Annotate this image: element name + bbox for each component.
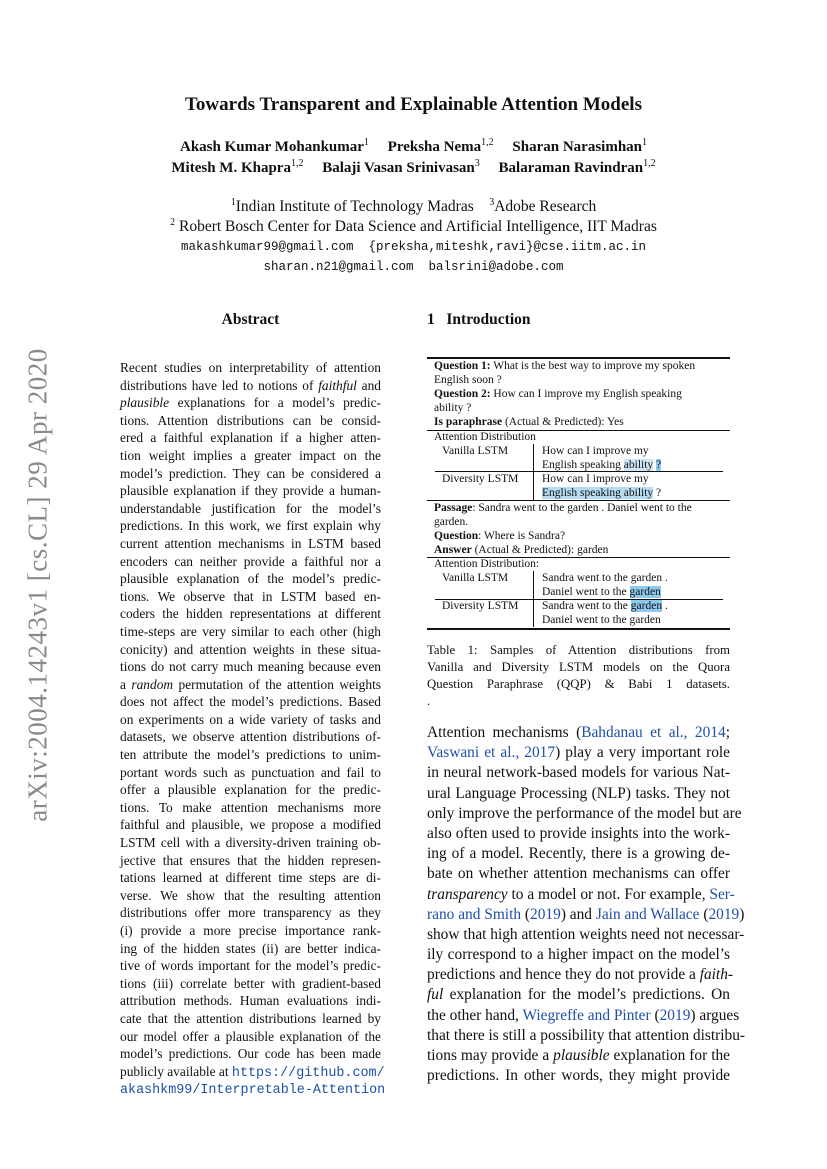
author-sup: 1 (363, 137, 369, 148)
table-bottom-rule (427, 628, 730, 630)
author-sup: 1,2 (643, 158, 656, 169)
text-line: tion weight implies a greater impact on the (120, 447, 381, 463)
qqp-vanilla-line2: English speaking ability ? (542, 459, 662, 471)
text-line: ural Language Processing (NLP) tasks. They not (427, 784, 730, 802)
text-line: tions. We observe that in LSTM based en- (120, 588, 381, 604)
table-attn-dist: Attention Distribution (434, 431, 536, 443)
aff-sup: 3 (489, 197, 495, 208)
author-name: Sharan Narasimhan (512, 139, 642, 155)
email-line-2: sharan.n21@gmail.com balsrini@adobe.com (263, 260, 564, 274)
email-line-1: makashkumar99@gmail.com {preksha,miteshk,ravi}@cse.iitm.ac.in (180, 240, 647, 254)
text-line: ten attribute the model’s predictions to unim- (120, 747, 381, 763)
text-line: transparency to a model or not. For example, Ser- (427, 885, 735, 903)
qqp-diversity-line2: English speaking ability ? (542, 487, 662, 499)
author-name: Mitesh M. Khapra (171, 160, 291, 176)
text-line: faithful and plausible, we propose a modified (120, 817, 381, 833)
text-line: predictions. In other words, they might provide (427, 1067, 730, 1085)
aff-sup: 1 (230, 197, 236, 208)
text-line: . (427, 694, 431, 708)
text-line: also often used to provide insights into the work- (427, 824, 730, 842)
text-line: encoders can neither provide a faithful nor a (120, 553, 381, 569)
babi-vanilla-line2: Daniel went to the garden (542, 586, 661, 598)
author-name: Balaraman Ravindran (498, 160, 644, 176)
affiliation-line-1 (0, 197, 827, 216)
text-line: our model offer a plausible explanation of the (120, 1028, 381, 1044)
text-line: ful explanation for the model’s predictions. On (427, 986, 730, 1004)
text-line: distributions have led to notions of faithful and (120, 377, 382, 393)
text-line: jective that ensures that the hidden represen- (120, 852, 381, 868)
row-diversity-label: Diversity LSTM (442, 600, 519, 612)
text-line: Table 1: Samples of Attention distributions from (427, 643, 730, 657)
text-line: time-steps are very similar to each other (high (120, 623, 381, 639)
row-diversity-label: Diversity LSTM (442, 473, 519, 485)
text-line: offer a plausible explanation for the predic- (120, 782, 381, 798)
table-attn-dist-2: Attention Distribution: (434, 558, 540, 570)
text-line: publicly available at https://github.com/ (120, 1063, 385, 1081)
babi-vanilla-line1: Sandra went to the garden . (542, 572, 668, 584)
table-passage: Passage: Sandra went to the garden . Daniel went to the (434, 502, 692, 514)
text-line: model’s predictions. Our code has been made (120, 1046, 381, 1062)
affiliation-iitm: Indian Institute of Technology Madras (235, 198, 474, 216)
affiliation-adobe: Adobe Research (494, 198, 597, 216)
text-line: distributions offer more transparency as they (120, 905, 381, 921)
text-line: the other hand, Wiegreffe and Pinter (2019) argues (427, 1006, 740, 1024)
text-line: predictions and hence they do not provide a faith- (427, 966, 734, 984)
text-line: Attention mechanisms (Bahdanau et al., 2014; (427, 724, 730, 741)
author-line-1 (0, 137, 827, 156)
section-number: 1 (427, 311, 435, 328)
qqp-vanilla-line1: How can I improve my (542, 445, 649, 457)
author-name: Akash Kumar Mohankumar (179, 139, 364, 155)
table-q2: Question 2: How can I improve my English speaking (434, 388, 682, 400)
author-sup: 1,2 (290, 158, 304, 169)
text-line: model’s prediction. They can be considered a (120, 465, 381, 481)
text-line: Question Paraphrase (QQP) & Babi 1 datasets. (427, 677, 730, 691)
text-line: tations learned at different time steps are di- (120, 870, 381, 886)
author-name: Balaji Vasan Srinivasan (322, 160, 475, 176)
text-line: that there is still a possibility that attention distribu- (427, 1026, 746, 1044)
table-1 (427, 357, 730, 629)
paper-title: Towards Transparent and Explainable Attention Models (185, 94, 642, 115)
table-caption (427, 642, 730, 710)
qqp-diversity-line1: How can I improve my (542, 473, 649, 485)
aff-sup: 2 (170, 217, 176, 228)
text-line: tions may provide a plausible explanation for the (427, 1047, 730, 1064)
text-line: understandable justification for the model’s (120, 500, 381, 516)
table-passage-cont: garden. (434, 516, 469, 528)
babi-diversity-line1: Sandra went to the garden . (542, 600, 668, 612)
text-line: show that high attention weights need not necessar- (427, 925, 745, 943)
text-line: ered a faithful explanation if a higher atten- (120, 430, 381, 446)
text-line: tions (iii) correlate better with gradient-based (120, 975, 381, 991)
text-line: plausible explanation of the model’s predic- (120, 571, 381, 587)
text-line: attribution methods. Human evaluations indi- (120, 993, 381, 1009)
text-line: current attention mechanisms in LSTM based (120, 535, 381, 551)
text-line: on experiments on a wide variety of tasks and (120, 711, 381, 727)
text-line: LSTM cell with a diversity-driven training ob- (120, 835, 381, 851)
table-q1-cont: English soon ? (434, 374, 502, 386)
arxiv-stamp: arXiv:2004.14243v1 [cs.CL] 29 Apr 2020 (22, 348, 53, 822)
text-line: Recent studies on interpretability of attention (120, 360, 381, 375)
text-line: tions do not carry much meaning because even (120, 659, 381, 675)
text-line: predictions. In this work, we first explain why (120, 518, 381, 534)
table-col-divider (533, 444, 534, 500)
row-vanilla-label: Vanilla LSTM (442, 572, 509, 584)
intro-body (427, 723, 746, 1086)
text-line: only improve the performance of the model but are (427, 804, 742, 822)
affiliation-line-2 (0, 217, 827, 236)
abstract-body (120, 359, 386, 1099)
abstract-heading: Abstract (221, 311, 280, 328)
table-paraphrase: Is paraphrase (Actual & Predicted): Yes (434, 416, 624, 428)
text-line: Vanilla and Diversity LSTM models on the Quora (427, 660, 730, 674)
intro-heading (427, 311, 531, 329)
table-q2-cont: ability ? (434, 402, 472, 414)
text-line: (i) provide a more precise importance rank- (120, 923, 381, 938)
text-line: Vaswani et al., 2017) play a very important role (427, 744, 730, 762)
table-answer: Answer (Actual & Predicted): garden (434, 544, 609, 556)
text-line: tions. To make attention mechanisms more (120, 799, 381, 815)
text-line: plausible explanation if they provide a human- (120, 483, 381, 499)
text-line: tive of words important for the model’s predic- (120, 958, 381, 974)
text-line: plausible explanations for a model’s predic- (120, 395, 381, 411)
affiliation-bosch: Robert Bosch Center for Data Science and Artificial Intelligence, IIT Madras (178, 218, 657, 236)
text-line: coders the hidden representations at different (120, 606, 381, 622)
author-line-2 (0, 158, 827, 177)
text-line: rano and Smith (2019) and Jain and Wallace (2019) (427, 905, 745, 923)
text-line: ing of a model. Recently, there is a growing de- (427, 845, 730, 863)
author-sup: 1,2 (481, 137, 494, 148)
text-line: bate on whether attention mechanisms can offer (427, 865, 730, 883)
author-sup: 3 (474, 158, 480, 169)
text-line: portant words such as punctuation and fail to (120, 764, 381, 780)
row-vanilla-label: Vanilla LSTM (442, 445, 509, 457)
section-title: Introduction (446, 311, 531, 328)
text-line: ing of the hidden states (ii) are better indica- (120, 940, 381, 956)
text-line: a random permutation of the attention weights (120, 676, 381, 692)
text-line: akashkm99/Interpretable-Attention (120, 1083, 386, 1099)
babi-diversity-line2: Daniel went to the garden (542, 614, 661, 626)
author-name: Preksha Nema (387, 139, 482, 155)
author-sup: 1 (642, 137, 647, 148)
text-line: datasets, we observe attention distributions of- (120, 729, 381, 745)
text-line: verse. We show that the resulting attention (120, 887, 381, 903)
text-line: tions. Attention distributions can be consid- (120, 412, 381, 428)
text-line: in neural network-based models for various Nat- (427, 764, 730, 782)
table-q1: Question 1: What is the best way to improve my spoken (434, 360, 696, 372)
text-line: ily correspond to a higher impact on the model’s (427, 946, 730, 964)
text-line: does not affect the model’s predictions. Based (120, 694, 381, 710)
table-question: Question: Where is Sandra? (434, 530, 566, 542)
text-line: cate that the attention distributions learned by (120, 1010, 381, 1026)
text-line: conicity) and attention weights in these situa- (120, 641, 381, 657)
